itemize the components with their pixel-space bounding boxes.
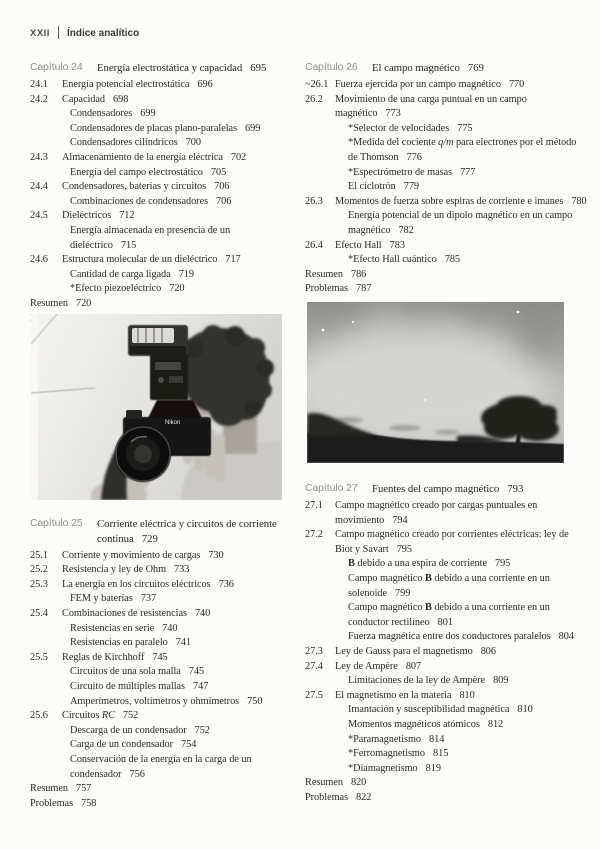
toc-entry-text: Fuerza magnética entre dos conductores paralelos 804: [348, 631, 574, 643]
toc-entry-page: 807: [405, 660, 422, 672]
toc-entry-page: 699: [245, 122, 261, 134]
toc-entry-page: 804: [558, 631, 574, 643]
toc-entry: [30, 665, 283, 680]
photo-photographer: [31, 314, 282, 500]
toc-entry: [30, 122, 283, 137]
toc-entry: [305, 776, 593, 791]
toc-entry-page: 756: [129, 768, 145, 780]
toc-entry-text: Movimiento de una carga puntual en un campo magnético 773: [335, 93, 527, 120]
toc-entry: [305, 718, 593, 733]
toc-entry: [30, 724, 283, 739]
toc-entry-page: 752: [194, 724, 210, 736]
camera-brand-text: Nikon: [165, 420, 181, 426]
toc-entry: [305, 209, 593, 238]
toc-entry-text: B debido a una espira de corriente 795: [348, 558, 511, 570]
toc-entry-number: 24.2: [30, 93, 48, 105]
toc-entry-page: 809: [493, 675, 509, 687]
toc-entry-page: 752: [122, 710, 139, 722]
toc-entry-page: 720: [169, 283, 185, 295]
toc-entry: [305, 762, 593, 777]
toc-entry: [30, 78, 283, 93]
toc-entry-page: 812: [487, 719, 504, 730]
toc-entry: [30, 753, 283, 782]
toc-entry-text: Resistencias en paralelo 741: [70, 637, 192, 649]
toc-entry-text: Resumen 720: [30, 298, 92, 309]
toc-entry-number: 25.2: [30, 564, 48, 576]
toc-entry-text: *Ferromagnetismo 815: [348, 748, 449, 760]
toc-entry-text: Circuitos RC 752: [62, 710, 139, 722]
toc-entry-page: 745: [152, 651, 168, 663]
toc-entry-text: *Diamagnetismo 819: [348, 762, 441, 774]
toc-entry-text: El ciclotrón 779: [348, 181, 420, 193]
toc-entry: [305, 78, 593, 93]
toc-entry-number: 24.1: [30, 79, 48, 91]
toc-entry-page: 822: [356, 791, 372, 803]
toc-entry-text: Resistencias en serie 740: [70, 622, 178, 634]
toc-entry: [30, 195, 283, 210]
toc-entry-number: 26.3: [305, 195, 323, 207]
toc-entry: [30, 136, 283, 151]
toc-entry-page: 702: [230, 152, 247, 164]
running-head: [30, 26, 139, 41]
toc-entry: [30, 549, 283, 564]
toc-entry-text: Fuerza ejercida por un campo magnético 770: [335, 79, 525, 91]
toc-entry-number: 25.5: [30, 651, 48, 663]
toc-entry: [305, 572, 593, 601]
toc-entry-page: 736: [218, 578, 234, 590]
toc-entry-page: 747: [193, 681, 209, 693]
toc-entry-page: 773: [385, 108, 401, 120]
toc-entry-number: 27.2: [305, 529, 323, 541]
toc-entry: [305, 93, 593, 122]
header-divider: [58, 26, 59, 39]
chapter-page: 695: [250, 62, 267, 74]
toc-entry-page: 700: [185, 137, 201, 149]
toc-entry-page: 717: [225, 254, 241, 266]
toc-entry-page: 810: [459, 689, 475, 701]
chapter-24-block: [30, 61, 283, 326]
toc-entry-page: 779: [403, 181, 420, 193]
photo-night-landscape: [307, 302, 564, 463]
chapter-title: El campo magnético 769: [372, 62, 484, 74]
chapter-page: 793: [507, 483, 524, 495]
toc-entry-page: 785: [444, 254, 461, 266]
toc-entry: [30, 592, 283, 607]
toc-entry: [30, 607, 283, 622]
toc-entry-text: Dieléctricos 712: [62, 210, 135, 222]
chapter-label: Capítulo 27: [305, 483, 358, 494]
chapter-label: Capítulo 24: [30, 62, 83, 73]
toc-entry: [305, 239, 593, 254]
toc-entry-text: Condensadores cilíndricos 700: [70, 137, 201, 149]
chapter-title: Corriente eléctrica y circuitos de corriente continua 729: [97, 518, 277, 545]
toc-entry-text: Campo magnético creado por cargas puntuales en movimiento 794: [335, 500, 538, 526]
toc-entry-page: 696: [197, 79, 213, 91]
toc-entry: [305, 747, 593, 762]
toc-entry-number: 27.3: [305, 646, 323, 658]
toc-entry-text: Amperímetros, voltímetros y ohmímetros 750: [70, 695, 263, 707]
toc-entry-text: La energía en los circuitos eléctricos 736: [62, 578, 234, 590]
toc-entry-text: Limitaciones de la ley de Ampère 809: [348, 675, 509, 687]
toc-entry-number: 26.2: [305, 93, 323, 105]
toc-entry: [305, 601, 593, 630]
toc-entry: [30, 224, 283, 253]
toc-entry-text: Estructura molecular de un dieléctrico 717: [62, 254, 241, 266]
chapter-heading: [30, 517, 283, 546]
toc-entry: [30, 151, 283, 166]
chapter-heading: [30, 61, 283, 76]
chapter-title: Fuentes del campo magnético 793: [372, 483, 524, 495]
toc-entry-number: 24.6: [30, 254, 48, 266]
photo-night-landscape-art: [307, 302, 564, 463]
toc-entry-text: Imantación y susceptibilidad magnética 810: [348, 704, 533, 716]
chapter-26-block: [305, 61, 593, 297]
toc-entry-text: *Paramagnetismo 814: [348, 733, 445, 745]
toc-entry: [305, 791, 593, 806]
toc-entry: [305, 136, 593, 165]
toc-entry-number: 24.4: [30, 181, 48, 193]
toc-entry-page: 758: [81, 797, 97, 809]
toc-entry-page: 712: [119, 210, 135, 222]
toc-entry-number: 27.4: [305, 660, 323, 672]
toc-entry-page: 776: [406, 152, 422, 164]
toc-entry-page: 801: [437, 616, 453, 628]
toc-entry: [30, 680, 283, 695]
toc-entry: [305, 689, 593, 704]
toc-entry-number: 26.4: [305, 239, 323, 251]
toc-entry-text: Circuitos de una sola malla 745: [70, 666, 205, 678]
toc-entry-page: 795: [396, 543, 412, 555]
toc-entry-number: 27.1: [305, 500, 323, 512]
toc-entry-page: 706: [214, 181, 230, 193]
toc-entry-page: 777: [460, 166, 476, 178]
toc-entry-text: FEM y baterías 737: [70, 593, 157, 605]
toc-entry-page: 819: [425, 762, 441, 774]
toc-entry-text: Resumen 786: [305, 268, 367, 280]
toc-entry: [30, 797, 283, 812]
toc-entry-number: 25.1: [30, 549, 48, 561]
toc-entry-text: Condensadores 699: [70, 108, 156, 120]
toc-entry: [305, 195, 593, 210]
toc-entry-text: *Espectrómetro de masas 777: [348, 166, 476, 178]
toc-entry-page: 737: [140, 593, 157, 605]
toc-entry-text: Resumen 820: [305, 777, 367, 789]
toc-entry-page: 705: [210, 166, 227, 178]
chapter-heading: [305, 482, 593, 497]
toc-entry-page: 799: [395, 587, 411, 599]
toc-entry-text: Ley de Ampère 807: [335, 660, 422, 672]
toc-entry: [30, 651, 283, 666]
toc-entry: [305, 499, 593, 528]
toc-entry-page: 741: [175, 637, 192, 649]
toc-entry: [30, 709, 283, 724]
chapter-heading: [305, 61, 593, 76]
toc-entry-number: 25.4: [30, 608, 48, 620]
toc-entry: [30, 738, 283, 753]
toc-entry-page: 795: [494, 558, 511, 570]
toc-entry-text: Energía almacenada en presencia de un dieléctrico 715: [70, 225, 231, 251]
toc-entry-number: 24.3: [30, 152, 48, 164]
toc-entry-text: Reglas de Kirchhoff 745: [62, 651, 168, 663]
toc-entry-text: Almacenamiento de la energía eléctrica 702: [62, 152, 247, 164]
toc-entry-text: Campo magnético B debido a una corriente en un conductor rectilíneo 801: [348, 602, 550, 628]
toc-entry-page: 770: [508, 79, 525, 91]
toc-entry-text: Cantidad de carga ligada 719: [70, 268, 194, 280]
toc-entry: [305, 703, 593, 718]
chapter-label: Capítulo 26: [305, 62, 358, 73]
toc-entry: [305, 733, 593, 748]
toc-entry: [305, 282, 593, 297]
toc-entry: [305, 645, 593, 660]
toc-entry-text: Corriente y movimiento de cargas 730: [62, 549, 224, 561]
toc-entry: [305, 253, 593, 268]
toc-entry-page: 757: [75, 783, 92, 795]
toc-entry: [30, 107, 283, 122]
toc-entry: [305, 674, 593, 689]
toc-entry: [30, 209, 283, 224]
toc-entry-text: Combinaciones de condensadores 706: [70, 195, 232, 207]
toc-entry-page: 815: [433, 748, 449, 760]
toc-entry-number: 27.5: [305, 689, 323, 701]
toc-entry-text: Resumen 757: [30, 783, 92, 795]
toc-entry-page: 740: [162, 622, 178, 634]
toc-entry-page: 814: [429, 733, 445, 745]
toc-entry: [30, 578, 283, 593]
toc-entry-text: Resistencia y ley de Ohm 733: [62, 564, 190, 576]
toc-entry-text: Energía potencial de un dipolo magnético en un campo magnético 782: [348, 210, 573, 237]
toc-entry-page: 780: [571, 195, 587, 207]
toc-entry-page: 715: [120, 239, 137, 251]
chapter-title: Energía electrostática y capacidad 695: [97, 62, 267, 74]
toc-entry-number: 25.3: [30, 578, 48, 590]
toc-entry: [30, 282, 283, 297]
toc-entry-page: 794: [392, 514, 408, 526]
toc-entry-text: Efecto Hall 783: [335, 239, 405, 251]
toc-entry: [30, 93, 283, 108]
toc-entry: [30, 180, 283, 195]
toc-entry: [30, 268, 283, 283]
toc-entry-text: Circuito de múltiples mallas 747: [70, 681, 209, 693]
toc-entry: [305, 122, 593, 137]
toc-entry-text: Condensadores, baterías y circuitos 706: [62, 181, 230, 193]
toc-entry-text: *Efecto piezoeléctrico 720: [70, 283, 185, 295]
toc-entry-text: Combinaciones de resistencias 740: [62, 608, 211, 620]
toc-entry-page: 820: [350, 777, 367, 789]
toc-entry-page: 810: [517, 704, 533, 716]
toc-entry-text: Energía potencial electrostática 696: [62, 79, 213, 91]
toc-entry: [305, 166, 593, 181]
toc-entry: [30, 297, 283, 312]
chapter-page: 769: [467, 62, 484, 74]
chapter-label: Capítulo 25: [30, 518, 83, 529]
toc-entry: [305, 630, 593, 645]
chapter-page: 729: [141, 532, 158, 545]
toc-entry-text: Energía del campo electrostático 705: [70, 166, 227, 178]
toc-entry-text: Descarga de un condensador 752: [70, 724, 210, 736]
toc-entry-text: *Medida del cociente q/m para electrones por el método de Thomson 776: [348, 137, 577, 164]
toc-entry-page: 787: [356, 283, 372, 295]
toc-entry-page: 730: [208, 549, 224, 561]
toc-entry-page: 720: [75, 298, 92, 309]
toc-entry-text: Momentos magnéticos atómicos 812: [348, 719, 504, 730]
toc-entry-page: 699: [140, 108, 156, 120]
toc-entry-page: 806: [480, 646, 496, 658]
toc-entry-number: ~26.1: [305, 79, 329, 91]
toc-entry-number: 25.6: [30, 710, 48, 722]
toc-entry-text: Capacidad 698: [62, 93, 129, 105]
toc-entry-text: *Selector de velocidades 775: [348, 122, 473, 134]
toc-entry-page: 706: [216, 195, 232, 207]
photo-photographer-art: [31, 314, 282, 500]
toc-entry-page: 719: [178, 268, 194, 280]
toc-entry: [305, 557, 593, 572]
toc-entry-page: 745: [188, 666, 205, 678]
toc-entry: [30, 636, 283, 651]
toc-entry-text: Ley de Gauss para el magnetismo 806: [335, 646, 496, 658]
toc-entry-page: 750: [247, 695, 263, 707]
roman-page-number: XXII: [30, 28, 50, 39]
toc-entry-page: 782: [398, 225, 414, 237]
toc-entry-page: 698: [113, 93, 129, 105]
toc-entry: [30, 782, 283, 797]
toc-entry-text: Campo magnético creado por corrientes eléctricas: ley de Biot y Savart 795: [335, 529, 569, 555]
toc-entry: [30, 563, 283, 578]
toc-entry: [30, 166, 283, 181]
toc-entry: [305, 660, 593, 675]
toc-entry-page: 740: [194, 608, 211, 620]
toc-entry: [30, 253, 283, 268]
toc-entry: [30, 695, 283, 710]
chapter-25-block: [30, 517, 283, 811]
toc-entry-page: 783: [389, 239, 405, 251]
chapter-27-block: [305, 482, 593, 806]
toc-entry-text: Momentos de fuerza sobre espiras de corriente e imanes 780: [335, 195, 587, 207]
toc-entry-page: 733: [174, 564, 190, 576]
toc-entry: [305, 268, 593, 283]
toc-entry-text: *Efecto Hall cuántico 785: [348, 254, 461, 266]
header-title: Índice analítico: [66, 28, 140, 39]
toc-entry-text: Problemas 822: [305, 791, 372, 803]
toc-entry-number: 24.5: [30, 210, 48, 222]
toc-entry-page: 775: [457, 122, 473, 134]
toc-entry-text: Problemas 787: [305, 283, 372, 295]
toc-entry: [30, 622, 283, 637]
toc-entry: [305, 528, 593, 557]
toc-entry-text: Campo magnético B debido a una corriente en un solenoide 799: [348, 573, 550, 599]
toc-entry-text: Problemas 758: [30, 797, 97, 809]
toc-entry-text: Conservación de la energía en la carga de un condensador 756: [70, 754, 252, 780]
toc-entry-text: Carga de un condensador 754: [70, 739, 197, 751]
toc-entry-page: 786: [350, 268, 367, 280]
toc-entry-text: Condensadores de placas plano-paralelas 699: [70, 122, 261, 134]
toc-entry-text: El magnetismo en la materia 810: [335, 689, 475, 701]
toc-entry: [305, 180, 593, 195]
toc-entry-page: 754: [181, 739, 197, 751]
